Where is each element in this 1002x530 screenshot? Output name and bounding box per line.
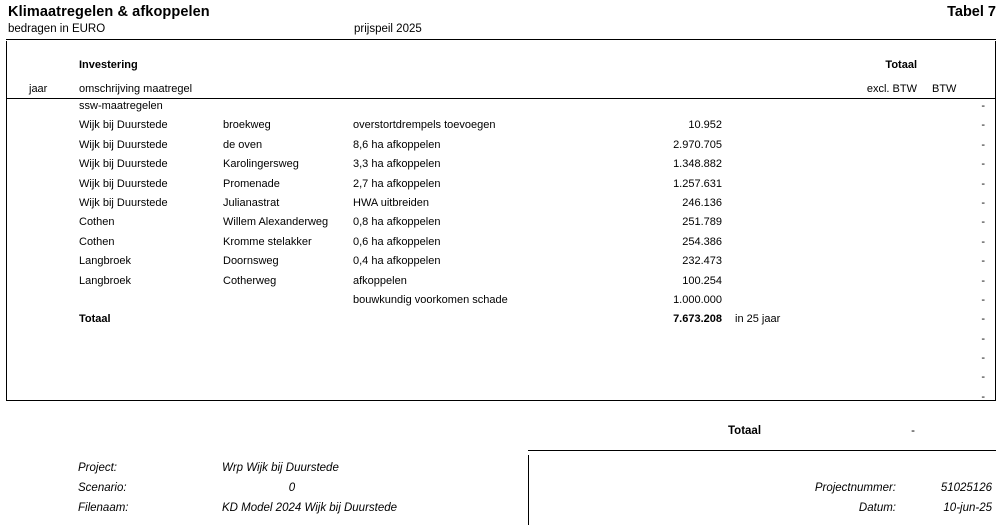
cell-straat: Willem Alexanderweg [223,216,329,229]
cell-btw: - [981,138,985,151]
table-row [7,370,995,389]
cell-maatregel: 3,3 ha afkoppelen [353,158,441,171]
cell-bedrag: 246.136 [682,196,722,209]
cell-btw: - [981,216,985,229]
price-level-note: prijspeil 2025 [354,23,422,35]
table-row [7,99,995,118]
cell-plaats: Wijk bij Duurstede [79,177,168,190]
projectnummer-label: Projectnummer: [814,482,896,494]
cell-straat: Julianastrat [223,196,280,209]
cell-plaats: Wijk bij Duurstede [79,158,168,171]
cell-btw: - [981,390,985,403]
grand-total-divider [528,450,996,451]
cell-btw: - [981,255,985,268]
investment-table [6,41,996,401]
cell-maatregel: HWA uitbreiden [353,196,430,209]
filenaam-value: KD Model 2024 Wijk bij Duurstede [222,502,398,514]
cell-plaats: Langbroek [79,274,131,287]
cell-bedrag: 1.000.000 [673,293,722,306]
table-row [7,293,995,312]
cell-plaats: Wijk bij Duurstede [79,138,168,151]
cell-btw: - [981,274,985,287]
cell-bedrag: 232.473 [682,255,722,268]
cell-btw: - [981,119,985,132]
cell-maatregel: 0,4 ha afkoppelen [353,255,441,268]
column-header-totaal: Totaal [885,59,917,71]
scenario-value: 0 [288,482,296,494]
cell-plaats: Cothen [79,235,115,248]
cell-maatregel: 0,6 ha afkoppelen [353,235,441,248]
table-row [7,215,995,234]
cell-btw: - [981,100,985,112]
cell-plaats: Cothen [79,216,115,229]
column-header-jaar: jaar [29,83,48,95]
table-row [7,157,995,176]
table-row [7,138,995,157]
cell-bedrag: 100.254 [682,274,722,287]
table-row [7,177,995,196]
page-title: Klimaatregelen & afkoppelen [8,4,210,20]
cell-straat: Promenade [223,177,280,190]
cell-maatregel: afkoppelen [353,274,407,287]
project-label: Project: [78,462,117,474]
cell-plaats: Langbroek [79,255,131,268]
cell-straat: Kromme stelakker [223,235,312,248]
cell-bedrag: 10.952 [688,119,722,132]
cell-maatregel: 2,7 ha afkoppelen [353,177,441,190]
cell-bedrag: 251.789 [682,216,722,229]
cell-maatregel: 8,6 ha afkoppelen [353,138,441,151]
cell-btw: - [981,177,985,190]
table-row [7,332,995,351]
table-row [7,235,995,254]
datum-label: Datum: [858,502,896,514]
report-header [6,4,996,37]
column-header-omschrijving: omschrijving maatregel [79,83,193,95]
table-row [7,351,995,370]
cell-bedrag: 1.257.631 [673,177,722,190]
table-row [7,274,995,293]
document-meta [6,455,996,525]
cell-btw: - [981,371,985,384]
datum-value: 10-jun-25 [943,502,992,514]
scenario-label: Scenario: [78,482,127,494]
cell-plaats: Wijk bij Duurstede [79,196,168,209]
project-value: Wrp Wijk bij Duurstede [222,462,339,474]
cell-bedrag: 7.673.208 [673,313,722,326]
table-row [7,254,995,273]
grand-total-value: - [911,425,915,437]
cell-note: in 25 jaar [735,313,781,326]
table-row-total [7,312,995,331]
cell-btw: - [981,293,985,306]
cell-btw: - [981,235,985,248]
table-row [7,118,995,137]
cell-plaats: Wijk bij Duurstede [79,119,168,132]
cell-straat: Cotherweg [223,274,277,287]
cell-btw: - [981,158,985,171]
column-header-btw: BTW [932,83,957,95]
cell-straat: broekweg [223,119,271,132]
cell-straat: Doornsweg [223,255,279,268]
meta-vertical-divider [528,455,529,525]
table-row [7,390,995,409]
cell-btw: - [981,313,985,326]
cell-btw: - [981,196,985,209]
table-body [7,99,995,409]
cell-btw: - [981,332,985,345]
projectnummer-value: 51025126 [940,482,992,494]
table-row [7,196,995,215]
cell-plaats: ssw-maatregelen [79,100,163,112]
header-divider [6,39,996,40]
cell-maatregel: overstortdrempels toevoegen [353,119,496,132]
cell-bedrag: 2.970.705 [673,138,722,151]
column-header-investering: Investering [79,59,138,71]
cell-maatregel: bouwkundig voorkomen schade [353,293,508,306]
cell-plaats: Totaal [79,313,111,326]
cell-bedrag: 1.348.882 [673,158,722,171]
currency-note: bedragen in EURO [8,23,106,35]
grand-total-label: Totaal [728,425,762,437]
cell-btw: - [981,352,985,365]
cell-bedrag: 254.386 [682,235,722,248]
cell-straat: Karolingersweg [223,158,299,171]
table-number-label: Tabel 7 [947,4,996,20]
filenaam-label: Filenaam: [78,502,129,514]
cell-straat: de oven [223,138,263,151]
column-header-excl-btw: excl. BTW [866,83,917,95]
cell-maatregel: 0,8 ha afkoppelen [353,216,441,229]
